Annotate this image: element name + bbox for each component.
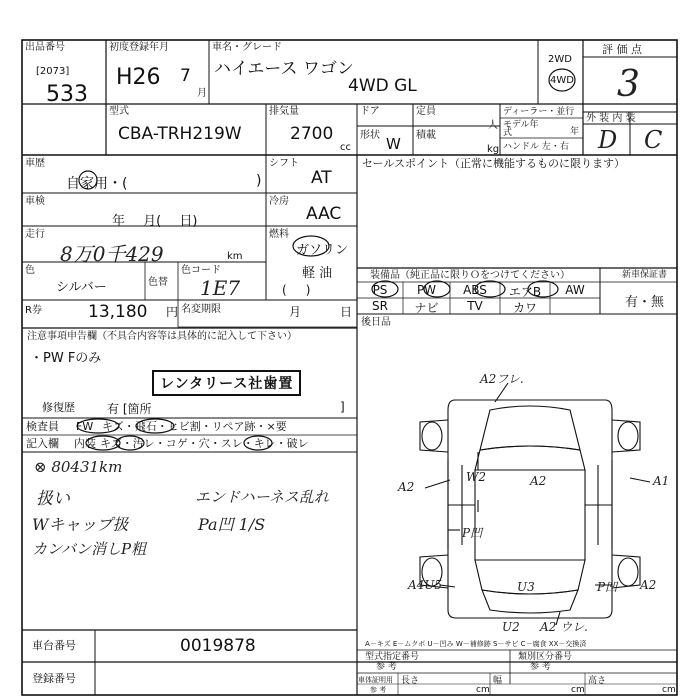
height-label: 高さ: [588, 676, 607, 686]
color-change-label: 色替: [148, 277, 168, 288]
equipment-item-3: エアB: [508, 285, 542, 299]
history-value: 自家用・(: [66, 176, 128, 192]
damage-legend: A－キズ E－ムクボ U－凹み W－補修跡 S－サビ C－腐食 XX－交換済: [365, 640, 587, 648]
diagram-label: A2: [530, 474, 547, 488]
persons-unit: 人: [488, 120, 498, 131]
lot-label: 出品番号: [25, 42, 65, 53]
rental-lease-stamp: レンタリース社歯置: [152, 370, 301, 396]
registration-label: 登録番号: [32, 672, 76, 685]
car-grade: 4WD GL: [348, 76, 417, 96]
diagram-label: A2: [640, 578, 657, 592]
shift-label: シフト: [269, 158, 299, 169]
repair-history-close: ]: [340, 400, 345, 414]
inspector-items: キズ・飛石・ヒビ割・リペア跡・×要: [102, 420, 287, 433]
year-unit: 年: [570, 127, 580, 137]
recycle-label: R券: [25, 305, 42, 316]
mileage-value: 8万0千429: [60, 242, 164, 266]
diagram-label: P凹: [462, 526, 483, 540]
diagram-label: P凹: [597, 580, 618, 594]
notes-line-1: ・PW Fのみ: [30, 351, 102, 366]
hand-note-1: ⊗ 80431km: [34, 458, 123, 476]
lot-sub-number: [2073]: [36, 66, 70, 77]
ext-score: D: [598, 126, 618, 154]
drive-2wd: 2WD: [548, 54, 572, 65]
entry-interior: 内装: [74, 437, 96, 450]
recycle-value: 13,180: [88, 302, 148, 322]
equipment-item-1: PW: [416, 283, 437, 297]
chassis-label: 車台番号: [32, 639, 76, 652]
score-value: 3: [617, 64, 640, 105]
fuel-label: 燃料: [269, 229, 289, 240]
name-change-month: 月: [289, 305, 302, 319]
equipment-item-2-2: TV: [467, 299, 483, 313]
fuel-alt: 軽 油: [302, 266, 333, 281]
fuel-paren: ( ): [282, 283, 311, 297]
equipment-item-4: AW: [565, 283, 585, 297]
height-cm: cm: [662, 685, 676, 695]
diagram-label: U3: [517, 580, 535, 594]
equipment-item-0: PS: [372, 283, 388, 297]
color-label: 色: [25, 265, 35, 276]
name-change-label: 名変期限: [181, 304, 221, 315]
equipment-item-2-3: カワ: [512, 301, 537, 315]
diagram-label: A1: [653, 474, 670, 488]
equipment-item-2-1: ナビ: [414, 301, 439, 315]
displacement-label: 排気量: [269, 106, 299, 117]
hand-note-5: Pa凹 1/S: [198, 515, 266, 534]
fuel-value: ガソリン: [296, 243, 349, 258]
chassis-number: 0019878: [180, 636, 256, 656]
diagram-label: A2: [398, 480, 415, 494]
diagram-label: A2 ウレ.: [540, 620, 588, 634]
inspection-value: 年 月( 日): [112, 214, 198, 229]
history-close: ): [256, 173, 262, 189]
cc-unit: cc: [340, 142, 351, 153]
repair-history-value: 有 [箇所: [107, 402, 152, 416]
color-code-label: 色コード: [181, 265, 221, 276]
width-cm: cm: [571, 685, 585, 695]
repair-history-label: 修復歴: [42, 401, 75, 414]
shift-value: AT: [311, 168, 332, 188]
hand-note-2: 扱い: [36, 489, 70, 509]
category-ref: 参 考: [530, 662, 551, 672]
displacement-value: 2700: [290, 124, 334, 144]
month-unit: 月: [197, 88, 207, 99]
back-seat-label: 後日品: [361, 317, 391, 328]
equipment-label: 装備品（純正品に限りＯをつけてください）: [370, 270, 570, 281]
ext-int-label: 外 装 内 装: [586, 113, 636, 124]
name-change-day: 日: [340, 305, 353, 319]
width-label: 幅: [493, 676, 503, 686]
km-unit: km: [227, 251, 243, 262]
dealer-label: ディーラー・並行: [503, 107, 575, 117]
name-grade-label: 車名・グレード: [212, 42, 282, 53]
door-label: ドア: [360, 106, 380, 117]
model-label: 型式: [109, 106, 129, 117]
capacity-label: 定員: [416, 106, 436, 117]
first-reg-label: 初度登録年月: [109, 42, 169, 53]
color-value: シルバー: [56, 280, 107, 295]
shape-label: 形状: [360, 130, 380, 141]
inspector-fw: FW: [76, 420, 94, 433]
warranty-label: 新車保証書: [622, 270, 668, 280]
entry-items: キズ・汚レ・コゲ・穴・スレ・キレ・破レ: [100, 437, 309, 450]
first-reg-month: 7: [180, 66, 191, 86]
hand-note-4: Wキャップ扱: [32, 515, 129, 534]
entry-label: 記入欄: [26, 437, 59, 450]
body-cert-ref: 参 考: [370, 686, 387, 694]
history-label: 車歴: [25, 158, 45, 169]
equipment-item-2-0: SR: [372, 299, 388, 313]
length-label: 長さ: [401, 676, 420, 686]
car-name: ハイエース ワゴン: [214, 59, 354, 79]
designation-ref: 参 考: [376, 662, 397, 672]
inspection-label: 車検: [25, 196, 45, 207]
diagram-label: A2フレ.: [480, 372, 524, 386]
hand-note-3: エンドハーネス乱れ: [195, 488, 329, 506]
handle-label: ハンドル 左・右: [503, 142, 569, 152]
shape-value: W: [386, 135, 401, 153]
score-label: 評 価 点: [602, 43, 642, 56]
drive-4wd: 4WD: [550, 75, 574, 86]
first-reg-era-year: H26: [116, 65, 161, 90]
yen-unit: 円: [166, 305, 179, 319]
sales-points-label: セールスポイント（正常に機能するものに限ります）: [362, 157, 626, 170]
model-code: CBA-TRH219W: [118, 124, 242, 144]
lot-number: 533: [46, 82, 88, 107]
ac-label: 冷房: [269, 196, 289, 207]
warranty-value: 有・無: [625, 295, 665, 310]
color-code-value: 1E7: [200, 276, 241, 300]
int-score: C: [644, 126, 663, 154]
diagram-label: W2: [466, 470, 486, 484]
ac-value: AAC: [306, 204, 342, 224]
hand-note-6: カンバン消しP粗: [32, 540, 147, 558]
length-cm: cm: [476, 685, 490, 695]
diagram-label: U2: [502, 620, 520, 634]
category-label: 類別区分番号: [518, 652, 573, 662]
body-cert-label: 車体証明用: [358, 676, 393, 684]
mileage-label: 走行: [25, 229, 45, 240]
equipment-item-2: ABS: [463, 283, 487, 297]
model-year-label: モデル年式: [503, 120, 539, 138]
diagram-label: A4U5: [408, 578, 443, 592]
notes-label: 注意事項申告欄（不具合内容等は具体的に記入して下さい）: [27, 331, 297, 342]
designation-label: 型式指定番号: [365, 652, 420, 662]
inspector-label: 検査員: [26, 420, 59, 433]
kg-unit: kg: [487, 144, 500, 155]
load-label: 積載: [416, 130, 436, 141]
